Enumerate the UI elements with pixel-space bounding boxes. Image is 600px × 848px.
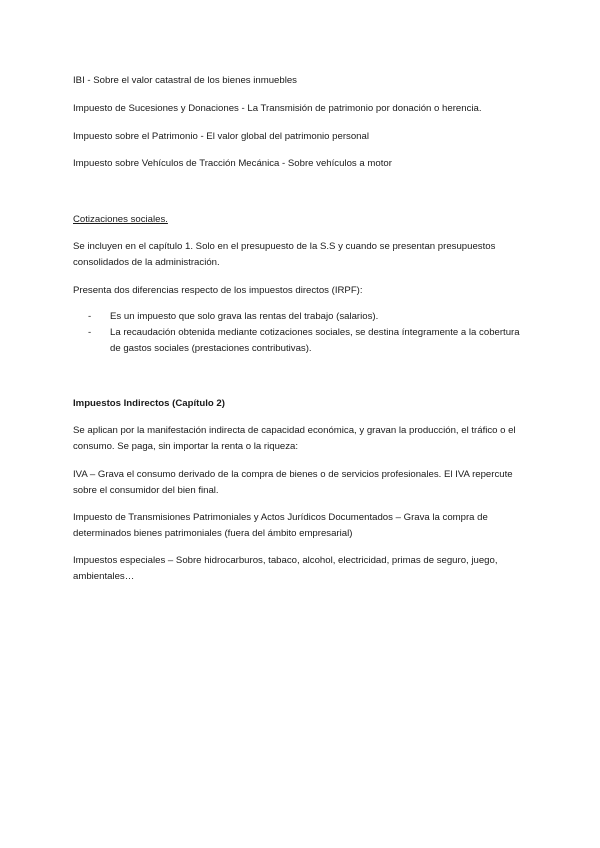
indirectos-itp: Impuesto de Transmisiones Patrimoniales y Actos Jurídicos Documentados – Grava la compra de determinados bienes patrimoniales (fuera del ámbito empresarial) [73,512,488,539]
bullet-item [88,325,528,356]
cotizaciones-intro: Se incluyen en el capítulo 1. Solo en el presupuesto de la S.S y cuando se presentan presupuestos consolidados de la administración. [73,241,496,268]
bullet-text: Es un impuesto que solo grava las rentas del trabajo (salarios). [110,311,379,322]
tax-line-sucesiones: Impuesto de Sucesiones y Donaciones - La Transmisión de patrimonio por donación o herencia. [73,103,482,114]
bullet-item [88,309,528,325]
bullet-dash: - [88,327,92,338]
section-heading-cotizaciones: Cotizaciones sociales. [73,214,168,225]
indirectos-intro: Se aplican por la manifestación indirecta de capacidad económica, y gravan la producción, el tráfico o el consumo. Se paga, sin importar la renta o la riqueza: [73,425,516,452]
indirectos-especiales: Impuestos especiales – Sobre hidrocarburos, tabaco, alcohol, electricidad, primas de seguro, juego, ambientales… [73,555,498,582]
tax-line-patrimonio: Impuesto sobre el Patrimonio - El valor global del patrimonio personal [73,131,369,142]
bullet-text: La recaudación obtenida mediante cotizaciones sociales, se destina íntegramente a la cobertura de gastos sociales (prestaciones contributivas). [110,327,520,354]
section-heading-indirectos: Impuestos Indirectos (Capítulo 2) [73,398,225,409]
tax-line-ibi: IBI - Sobre el valor catastral de los bienes inmuebles [73,75,297,86]
cotizaciones-diferencias: Presenta dos diferencias respecto de los impuestos directos (IRPF): [73,285,363,296]
tax-line-vehiculos: Impuesto sobre Vehículos de Tracción Mecánica - Sobre vehículos a motor [73,158,392,169]
indirectos-iva: IVA – Grava el consumo derivado de la compra de bienes o de servicios profesionales. El IVA repercute sobre el consumidor del bien final. [73,469,513,496]
bullet-dash: - [88,311,92,322]
